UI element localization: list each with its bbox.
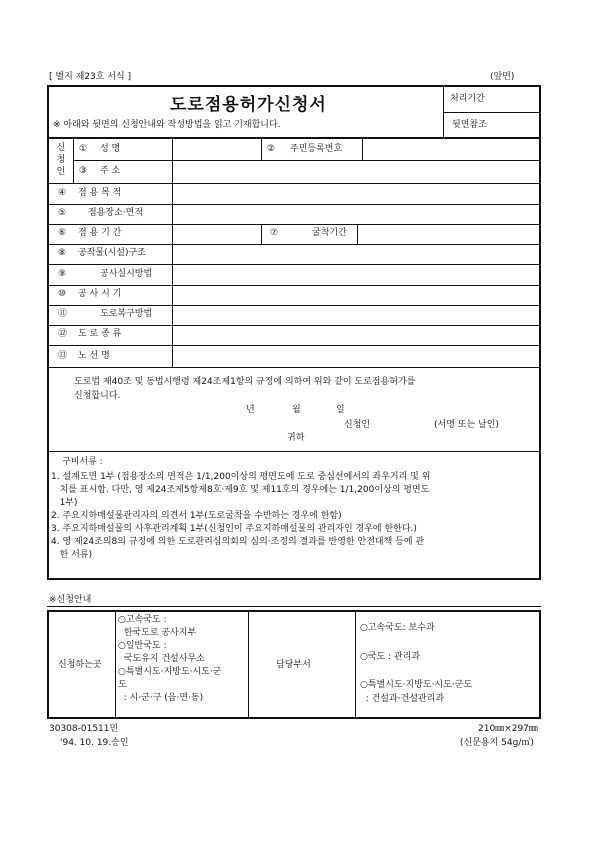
signature-note: (서명 또는 날인)	[434, 420, 499, 430]
guide-title: ※신청안내	[49, 595, 92, 605]
required-doc-line: 2. 주요지하매설물관리자의 의견서 1부(도로굴착을 수반하는 경우에 한함)	[51, 511, 342, 521]
required-docs-list	[51, 471, 539, 562]
required-doc-line: 1부)	[51, 498, 78, 508]
declaration-line-2: 신청합니다.	[74, 391, 121, 401]
field-label-structure: 공작물(시설)구조	[78, 248, 146, 258]
dept-label: 담당부서	[276, 660, 311, 670]
field-label-construction-method: 공사실시방법	[100, 269, 153, 279]
date-year-label: 년	[246, 405, 255, 415]
form-code: 30308-01511민	[49, 724, 119, 734]
form-number: [ 별지 제23호 서식 ]	[49, 72, 132, 82]
required-doc-line: 3. 주요지하매설물의 사후관리계획 1부(신청인이 주요지하매설물의 관리자인 경우에 한한다.)	[51, 524, 417, 534]
date-month-label: 월	[292, 405, 301, 415]
field-num-name: ①	[79, 144, 88, 154]
dept-item: ○고속국도: 보수과	[360, 623, 435, 633]
field-label-location: 점용장소·면적	[88, 208, 144, 218]
field-num-excavation: ⑦	[270, 228, 279, 238]
where-line: 도	[118, 680, 127, 690]
where-list	[118, 614, 246, 705]
form-instruction: ※ 아래와 뒷면의 신청안내와 작성방법을 읽고 기재합니다.	[53, 120, 281, 130]
field-num-address: ③	[79, 166, 88, 176]
field-num-road-type: ⑫	[58, 329, 68, 339]
dept-item: ○특별시도·지방도·시도·군도	[360, 680, 473, 690]
field-label-route-name: 노 선 명	[78, 351, 110, 361]
field-num-route-name: ⑬	[58, 351, 68, 361]
page-side-label: (앞면)	[490, 72, 515, 82]
dept-item: ○국도 : 관리과	[360, 652, 421, 662]
applicant-label: 신청인	[56, 143, 66, 177]
field-num-restoration: ⑪	[58, 309, 68, 319]
where-line: 한국도로 공사지부	[118, 628, 197, 638]
where-line: : 시·군·구 (읍·면·동)	[118, 693, 204, 703]
where-line: ○특별시도·지방도·시도·군	[118, 667, 222, 677]
field-label-resident-id: 주민등록번호	[290, 144, 343, 154]
where-label: 신청하는곳	[58, 660, 102, 670]
paper-type: (신문용지 54g/㎡)	[460, 738, 534, 748]
applicant-sign-label: 신청인	[344, 420, 371, 430]
required-doc-line: 4. 영 제24조의8의 규정에 의한 도로관리심의회의 심의·조정의 결과를 반영한 안전대책 등에 관	[51, 537, 425, 547]
field-label-restoration: 도로복구방법	[100, 309, 153, 319]
dept-item: : 건설과·건설관리과	[360, 694, 445, 704]
field-num-resident-id: ②	[267, 144, 276, 154]
field-num-construction-time: ⑩	[58, 289, 67, 299]
field-label-purpose: 점 용 목 적	[78, 188, 122, 198]
field-num-period: ⑥	[58, 228, 67, 238]
field-label-road-type: 도 로 종 류	[78, 329, 122, 339]
form-title: 도로점용허가신청서	[170, 95, 327, 115]
where-line: 국도유지 건설사무소	[118, 654, 205, 664]
approval-date: '94. 10. 19.승인	[60, 738, 129, 748]
processing-period-value: 뒷면참조	[452, 120, 487, 130]
field-num-location: ⑤	[58, 208, 67, 218]
date-day-label: 일	[336, 405, 345, 415]
declaration-line-1: 도로법 제40조 및 동법시행령 제24조제1항의 규정에 의하여 위와 같이 도로점용허가를	[74, 377, 416, 387]
paper-size: 210㎜×297㎜	[478, 724, 538, 734]
field-num-purpose: ④	[58, 188, 67, 198]
field-num-construction-method: ⑨	[58, 269, 67, 279]
field-label-name: 성 명	[100, 144, 121, 154]
required-doc-line: 한 서류)	[51, 550, 93, 560]
required-doc-line: 치를 표시함. 다만, 영 제24조제5항제8호·제9호 및 제11호의 경우에는 1/1,200이상의 평면도	[51, 485, 430, 495]
field-label-excavation: 굴착기간	[312, 228, 347, 238]
required-docs-title: 구비서류 :	[62, 457, 103, 467]
where-line: ○고속국도 :	[118, 615, 167, 625]
field-num-structure: ⑧	[58, 248, 67, 258]
field-label-address: 주 소	[100, 166, 121, 176]
required-doc-line: 1. 설계도면 1부 (점용장소의 면적은 1/1,200이상의 평면도에 도로 중심선에서의 좌우거리 및 위	[51, 472, 431, 482]
field-label-period: 점 용 기 간	[78, 228, 122, 238]
where-line: ○일반국도 :	[118, 641, 167, 651]
processing-period-label: 처리기간	[450, 94, 485, 104]
field-label-construction-time: 공 사 시 기	[78, 289, 122, 299]
recipient-label: 귀하	[287, 433, 305, 443]
